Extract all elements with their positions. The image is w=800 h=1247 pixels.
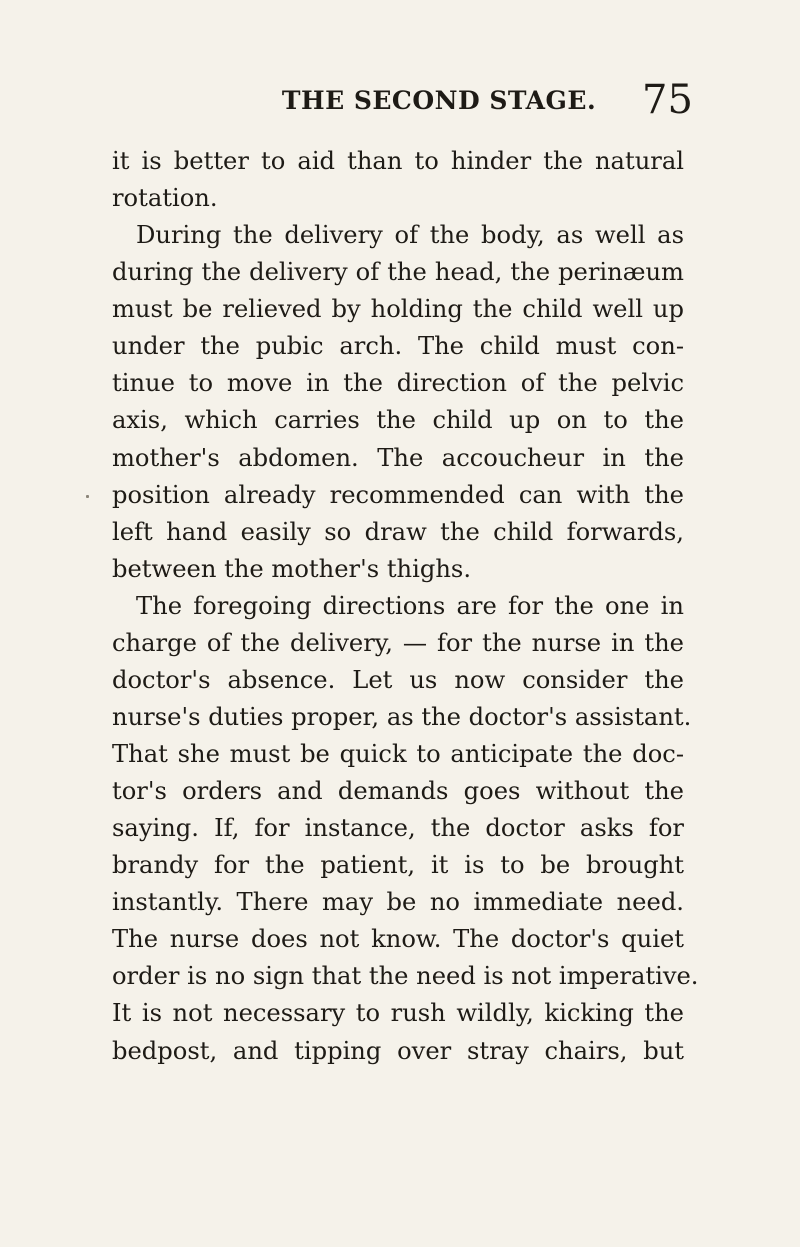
- body-text: [112, 143, 699, 1070]
- text-line: charge of the delivery, — for the nurse in the: [112, 628, 684, 657]
- text-line: nurse's duties proper, as the doctor's assistant.: [112, 702, 692, 731]
- text-line: position already recommended can with the: [112, 480, 684, 509]
- text-line: During the delivery of the body, as well as: [136, 221, 684, 250]
- text-line: brandy for the patient, it is to be brought: [112, 851, 684, 880]
- text-line: during the delivery of the head, the perinæum: [112, 258, 684, 287]
- text-line: The nurse does not know. The doctor's quiet: [112, 925, 684, 954]
- text-line: saying. If, for instance, the doctor asks for: [112, 814, 684, 843]
- text-line: left hand easily so draw the child forwards,: [112, 517, 684, 546]
- text-line: order is no sign that the need is not imperative.: [112, 962, 699, 991]
- text-line: It is not necessary to rush wildly, kicking the: [112, 999, 684, 1028]
- text-line: between the mother's thighs.: [112, 554, 472, 583]
- text-line: under the pubic arch. The child must con-: [112, 332, 684, 361]
- text-line: bedpost, and tipping over stray chairs, but: [112, 1036, 684, 1065]
- text-line: axis, which carries the child up on to the: [112, 406, 684, 435]
- text-line: it is better to aid than to hinder the natural: [112, 147, 684, 175]
- text-line: doctor's absence. Let us now consider the: [112, 665, 684, 694]
- text-line: tinue to move in the direction of the pelvic: [112, 369, 684, 398]
- text-line: instantly. There may be no immediate need.: [112, 888, 684, 917]
- text-line: mother's abdomen. The accoucheur in the: [112, 443, 684, 472]
- text-line: That she must be quick to anticipate the doc-: [112, 740, 684, 768]
- page-number: 75: [642, 77, 693, 123]
- margin-mark: [86, 495, 89, 498]
- text-line: must be relieved by holding the child well up: [112, 295, 684, 324]
- text-line: rotation.: [112, 184, 218, 213]
- running-head: THE SECOND STAGE.: [281, 86, 597, 115]
- text-line: tor's orders and demands goes without the: [112, 777, 684, 806]
- text-line: The foregoing directions are for the one in: [136, 591, 684, 620]
